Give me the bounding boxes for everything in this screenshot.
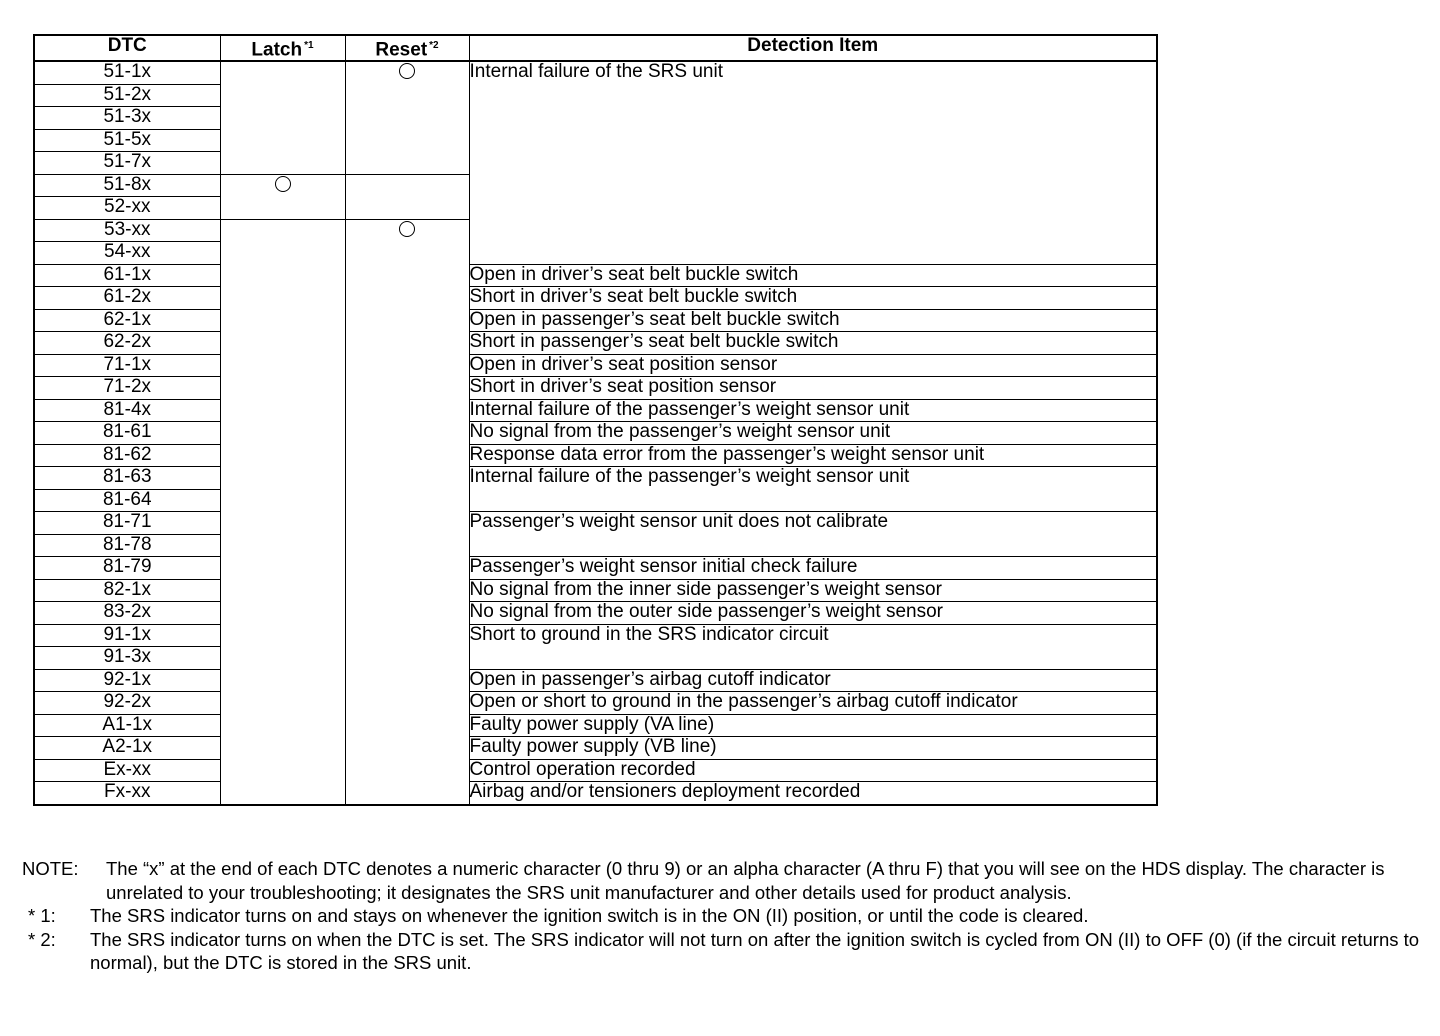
detection-item: Internal failure of the passenger’s weight sensor unit bbox=[469, 399, 1157, 422]
detection-item: No signal from the inner side passenger’s weight sensor bbox=[469, 579, 1157, 602]
reset-cell bbox=[345, 174, 469, 219]
footnote-1-label: * 1: bbox=[28, 905, 56, 926]
reset-cell bbox=[345, 61, 469, 174]
dtc-table bbox=[33, 34, 1158, 806]
detection-item: Short in passenger’s seat belt buckle switch bbox=[469, 332, 1157, 355]
table-row bbox=[34, 557, 1157, 580]
detection-item: Internal failure of the passenger’s weight sensor unit bbox=[469, 467, 1157, 512]
dtc-code: 82-1x bbox=[34, 579, 220, 602]
detection-item: Response data error from the passenger’s weight sensor unit bbox=[469, 444, 1157, 467]
dtc-code: A2-1x bbox=[34, 737, 220, 760]
table-row bbox=[34, 602, 1157, 625]
dtc-code: Fx-xx bbox=[34, 782, 220, 805]
table-row bbox=[34, 444, 1157, 467]
detection-item: Short in driver’s seat belt buckle switch bbox=[469, 287, 1157, 310]
detection-item: Short to ground in the SRS indicator circuit bbox=[469, 624, 1157, 669]
header-reset: Reset $^{*2}$ bbox=[345, 35, 469, 61]
notes-section bbox=[22, 857, 1422, 975]
header-latch: Latch $^{*1}$ bbox=[220, 35, 345, 61]
footnote-marker-2: *2 bbox=[429, 40, 439, 51]
table-row bbox=[34, 287, 1157, 310]
table-row bbox=[34, 354, 1157, 377]
table-row bbox=[34, 782, 1157, 805]
detection-item: Control operation recorded bbox=[469, 759, 1157, 782]
table-row bbox=[34, 399, 1157, 422]
detection-item: Open in passenger’s airbag cutoff indicator bbox=[469, 669, 1157, 692]
latch-cell bbox=[220, 174, 345, 219]
table-row bbox=[34, 624, 1157, 647]
dtc-code: 92-2x bbox=[34, 692, 220, 715]
detection-item: Airbag and/or tensioners deployment recorded bbox=[469, 782, 1157, 805]
footnote-2-text: The SRS indicator turns on when the DTC is set. The SRS indicator will not turn on after the ignition switch is cycled from ON (II) to OFF (0) (if the circuit returns to normal), but the DTC is stored in the SRS unit. bbox=[90, 928, 1420, 973]
table-row bbox=[34, 579, 1157, 602]
dtc-code: 52-xx bbox=[34, 197, 220, 220]
header-detection-item: Detection Item bbox=[469, 35, 1157, 61]
table-row bbox=[34, 309, 1157, 332]
dtc-code: 61-1x bbox=[34, 264, 220, 287]
dtc-code: 62-1x bbox=[34, 309, 220, 332]
dtc-code: 92-1x bbox=[34, 669, 220, 692]
table-row bbox=[34, 714, 1157, 737]
dtc-code: 81-62 bbox=[34, 444, 220, 467]
detection-item: No signal from the outer side passenger’s weight sensor bbox=[469, 602, 1157, 625]
detection-item: Open in driver’s seat position sensor bbox=[469, 354, 1157, 377]
circle-mark-icon bbox=[399, 63, 415, 79]
circle-mark-icon bbox=[399, 221, 415, 237]
dtc-code: 51-2x bbox=[34, 84, 220, 107]
table-row bbox=[34, 692, 1157, 715]
detection-item: Internal failure of the SRS unit bbox=[469, 61, 1157, 264]
dtc-code: 91-3x bbox=[34, 647, 220, 670]
detection-item: Faulty power supply (VA line) bbox=[469, 714, 1157, 737]
table-row bbox=[34, 422, 1157, 445]
dtc-code: 81-61 bbox=[34, 422, 220, 445]
detection-item: Open in passenger’s seat belt buckle switch bbox=[469, 309, 1157, 332]
dtc-code: 61-2x bbox=[34, 287, 220, 310]
footnote-2-label: * 2: bbox=[28, 928, 56, 950]
table-row bbox=[34, 737, 1157, 760]
footnote-1 bbox=[22, 904, 1422, 928]
dtc-code: 81-4x bbox=[34, 399, 220, 422]
detection-item: No signal from the passenger’s weight sensor unit bbox=[469, 422, 1157, 445]
dtc-code: 81-71 bbox=[34, 512, 220, 535]
dtc-code: 51-3x bbox=[34, 107, 220, 130]
table-row bbox=[34, 377, 1157, 400]
dtc-code: 81-79 bbox=[34, 557, 220, 580]
circle-mark-icon bbox=[275, 176, 291, 192]
header-dtc: DTC bbox=[34, 35, 220, 61]
latch-cell bbox=[220, 219, 345, 805]
dtc-code: 53-xx bbox=[34, 219, 220, 242]
dtc-code: 51-7x bbox=[34, 152, 220, 175]
table-header-row bbox=[34, 35, 1157, 61]
dtc-code: 51-8x bbox=[34, 174, 220, 197]
detection-item: Passenger’s weight sensor initial check failure bbox=[469, 557, 1157, 580]
reset-cell bbox=[345, 219, 469, 805]
footnote-1-text: The SRS indicator turns on and stays on whenever the ignition switch is in the ON (II) position, or until the code is cleared. bbox=[90, 905, 1089, 926]
latch-cell bbox=[220, 61, 345, 174]
detection-item: Open or short to ground in the passenger’s airbag cutoff indicator bbox=[469, 692, 1157, 715]
note bbox=[22, 857, 1422, 904]
detection-item: Passenger’s weight sensor unit does not calibrate bbox=[469, 512, 1157, 557]
dtc-code: 71-1x bbox=[34, 354, 220, 377]
dtc-code: A1-1x bbox=[34, 714, 220, 737]
table-row bbox=[34, 512, 1157, 535]
table-row bbox=[34, 61, 1157, 84]
dtc-code: Ex-xx bbox=[34, 759, 220, 782]
note-text: The “x” at the end of each DTC denotes a numeric character (0 thru 9) or an alpha character (A thru F) that you will see on the HDS display. The character is unrelated to your troubleshooting; it designates the SRS unit manufacturer and other details used for product analysis. bbox=[106, 858, 1385, 903]
dtc-code: 71-2x bbox=[34, 377, 220, 400]
dtc-code: 91-1x bbox=[34, 624, 220, 647]
table-row bbox=[34, 669, 1157, 692]
note-label: NOTE: bbox=[22, 858, 79, 879]
dtc-code: 51-1x bbox=[34, 61, 220, 84]
detection-item: Faulty power supply (VB line) bbox=[469, 737, 1157, 760]
footnote-marker-1: *1 bbox=[304, 40, 314, 51]
dtc-code: 81-64 bbox=[34, 489, 220, 512]
detection-item: Open in driver’s seat belt buckle switch bbox=[469, 264, 1157, 287]
table-row bbox=[34, 264, 1157, 287]
table-row bbox=[34, 467, 1157, 490]
dtc-code: 62-2x bbox=[34, 332, 220, 355]
dtc-code: 83-2x bbox=[34, 602, 220, 625]
dtc-code: 81-63 bbox=[34, 467, 220, 490]
table-row bbox=[34, 332, 1157, 355]
dtc-code: 51-5x bbox=[34, 129, 220, 152]
dtc-code: 81-78 bbox=[34, 534, 220, 557]
detection-item: Short in driver’s seat position sensor bbox=[469, 377, 1157, 400]
dtc-code: 54-xx bbox=[34, 242, 220, 265]
table-row bbox=[34, 759, 1157, 782]
footnote-2 bbox=[22, 928, 1422, 975]
